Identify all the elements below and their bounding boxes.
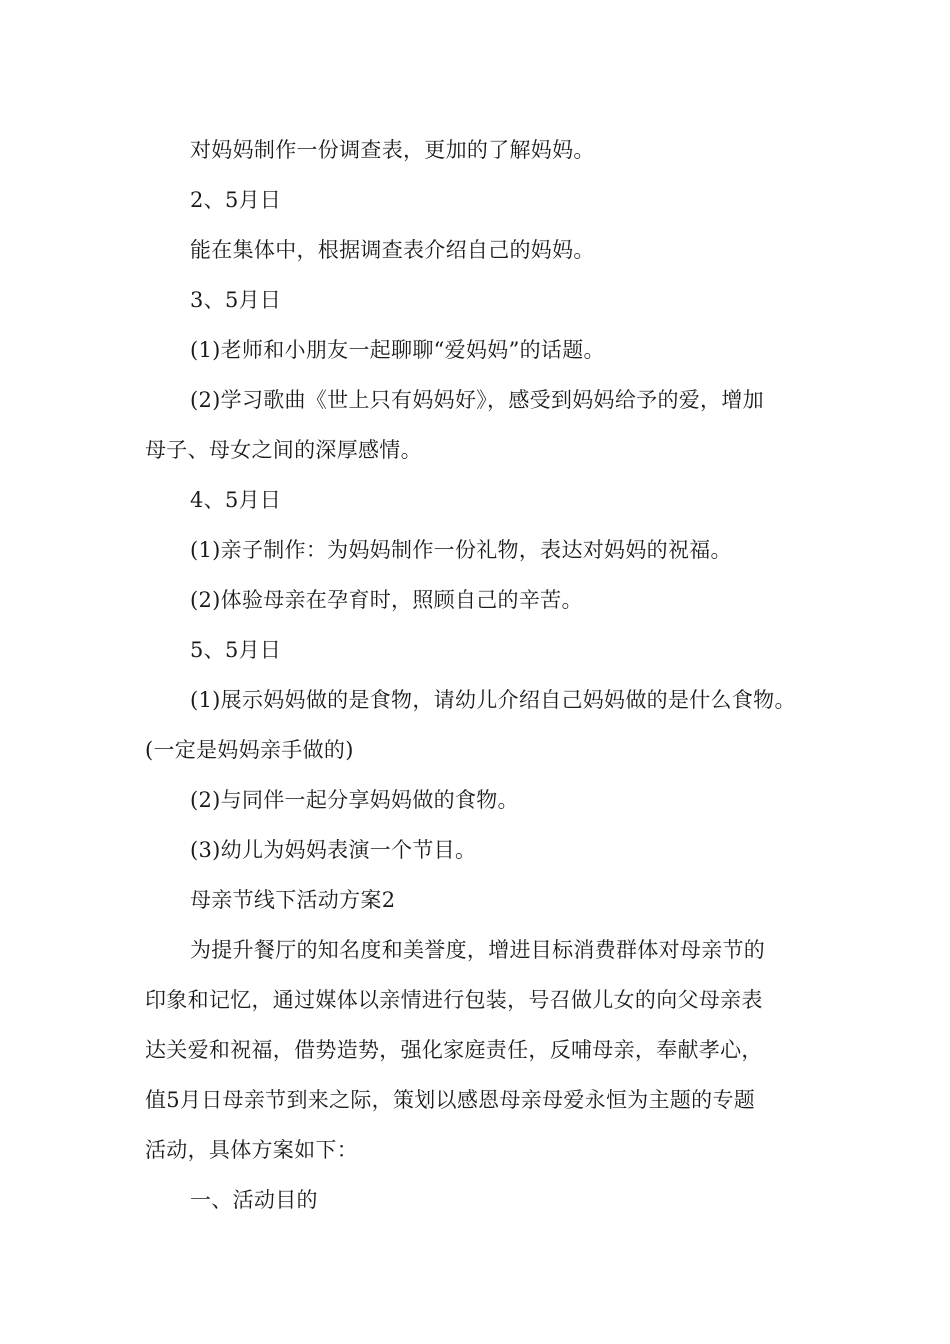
list-item-continuation: (一定是妈妈亲手做的) bbox=[145, 738, 354, 762]
paragraph-line: 能在集体中，根据调查表介绍自己的妈妈。 bbox=[190, 238, 595, 262]
section-heading-2: 2、5月日 bbox=[190, 188, 282, 212]
section-heading-5: 5、5月日 bbox=[190, 638, 282, 662]
section-heading: 一、活动目的 bbox=[190, 1188, 318, 1212]
paragraph-line: 对妈妈制作一份调查表，更加的了解妈妈。 bbox=[190, 138, 595, 162]
paragraph-line: 为提升餐厅的知名度和美誉度，增进目标消费群体对母亲节的 bbox=[190, 938, 766, 962]
list-item: (2)与同伴一起分享妈妈做的食物。 bbox=[190, 788, 519, 812]
section-heading-3: 3、5月日 bbox=[190, 288, 282, 312]
list-item: (2)学习歌曲《世上只有妈妈好》，感受到妈妈给予的爱，增加 bbox=[190, 388, 764, 412]
list-item-continuation: 母子、母女之间的深厚感情。 bbox=[145, 438, 422, 462]
list-item: (3)幼儿为妈妈表演一个节目。 bbox=[190, 838, 477, 862]
list-item: (1)展示妈妈做的是食物，请幼儿介绍自己妈妈做的是什么食物。 bbox=[190, 688, 796, 712]
paragraph-line: 印象和记忆，通过媒体以亲情进行包装，号召做儿女的向父母亲表 bbox=[145, 988, 763, 1012]
paragraph-line: 活动，具体方案如下： bbox=[145, 1138, 358, 1162]
list-item: (1)老师和小朋友一起聊聊“爱妈妈”的话题。 bbox=[190, 338, 605, 362]
document-title: 母亲节线下活动方案2 bbox=[190, 888, 396, 912]
paragraph-line: 达关爱和祝福，借势造势，强化家庭责任，反哺母亲，奉献孝心， bbox=[145, 1038, 763, 1062]
list-item: (1)亲子制作：为妈妈制作一份礼物，表达对妈妈的祝福。 bbox=[190, 538, 732, 562]
section-heading-4: 4、5月日 bbox=[190, 488, 282, 512]
list-item: (2)体验母亲在孕育时，照顾自己的辛苦。 bbox=[190, 588, 583, 612]
paragraph-line: 值5月日母亲节到来之际，策划以感恩母亲母爱永恒为主题的专题 bbox=[145, 1088, 756, 1112]
